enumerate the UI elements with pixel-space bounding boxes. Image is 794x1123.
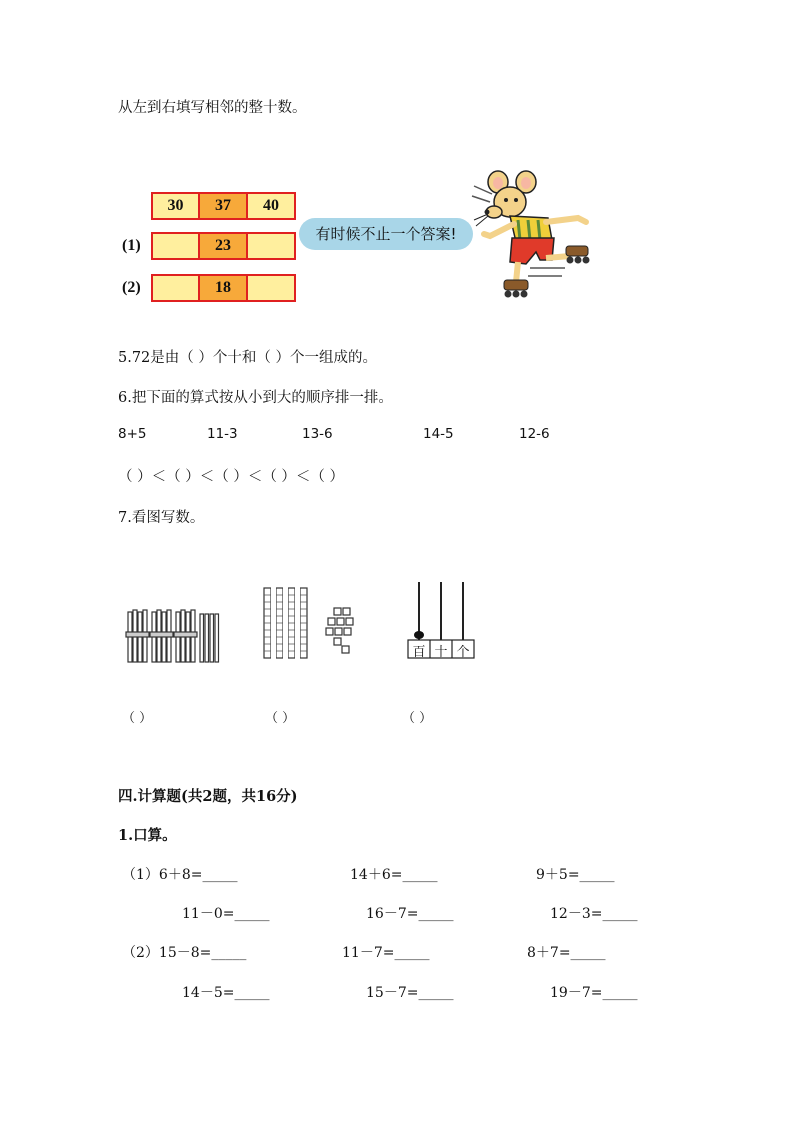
calc-r1-c2[interactable]: 14＋6=_____ <box>350 867 438 883</box>
calc-r2-c2[interactable]: 16－7=_____ <box>366 906 454 922</box>
answer-blank-3[interactable]: （ ） <box>402 711 433 726</box>
expr-2: 11-3 <box>207 426 238 442</box>
row-label-1: (1) <box>122 237 141 254</box>
box-r2-c0[interactable] <box>151 274 200 302</box>
box-r1-c1: 23 <box>198 232 248 260</box>
calc-r3-c1[interactable]: （2）15－8=_____ <box>122 945 247 961</box>
expr-1: 8+5 <box>118 426 147 442</box>
stick-bundles-picture <box>124 604 224 666</box>
calc-r2-c3[interactable]: 12－3=_____ <box>550 906 638 922</box>
abacus-bead <box>414 631 424 639</box>
question-7-title: 7.看图写数。 <box>118 510 205 526</box>
calc-r1-c3[interactable]: 9＋5=_____ <box>536 867 615 883</box>
row-label-2: (2) <box>122 279 141 296</box>
question-6-title: 6.把下面的算式按从小到大的顺序排一排。 <box>118 390 393 406</box>
section-4-title: 四.计算题(共2题，共16分) <box>118 788 298 805</box>
calc-r3-c2[interactable]: 11－7=_____ <box>342 945 430 961</box>
calc-r4-c3[interactable]: 19－7=_____ <box>550 985 638 1001</box>
hint-bubble: 有时候不止一个答案! <box>299 218 473 250</box>
calc-r1-c1[interactable]: （1）6＋8=_____ <box>122 867 238 883</box>
calc-r3-c3[interactable]: 8＋7=_____ <box>527 945 606 961</box>
section-4-q1-title: 1.口算。 <box>118 827 177 844</box>
intro-text: 从左到右填写相邻的整十数。 <box>118 100 307 116</box>
question-5: 5.72是由（ ）个十和（ ）个一组成的。 <box>118 350 378 366</box>
order-answer-line[interactable]: （ ）＜（ ）＜（ ）＜（ ）＜（ ） <box>118 469 345 485</box>
calc-r4-c2[interactable]: 15－7=_____ <box>366 985 454 1001</box>
calc-r2-c1[interactable]: 11－0=_____ <box>182 906 270 922</box>
abacus-label-ones: 个 <box>456 645 470 660</box>
box-r0-c0: 30 <box>151 192 200 220</box>
box-r0-c1: 37 <box>198 192 248 220</box>
box-r1-c0[interactable] <box>151 232 200 260</box>
answer-blank-2[interactable]: （ ） <box>265 711 296 726</box>
box-r0-c2: 40 <box>246 192 296 220</box>
answer-blank-1[interactable]: （ ） <box>122 711 153 726</box>
base-ten-blocks-picture <box>262 586 366 662</box>
abacus-label-hundreds: 百 <box>412 645 426 660</box>
box-r2-c2[interactable] <box>246 274 296 302</box>
calc-r4-c1[interactable]: 14－5=_____ <box>182 985 270 1001</box>
box-r1-c2[interactable] <box>246 232 296 260</box>
box-r2-c1: 18 <box>198 274 248 302</box>
expr-3: 13-6 <box>302 426 333 442</box>
expr-5: 12-6 <box>519 426 550 442</box>
abacus-label-tens: 十 <box>434 645 448 660</box>
skating-mouse-illustration <box>470 168 610 308</box>
expr-4: 14-5 <box>423 426 454 442</box>
